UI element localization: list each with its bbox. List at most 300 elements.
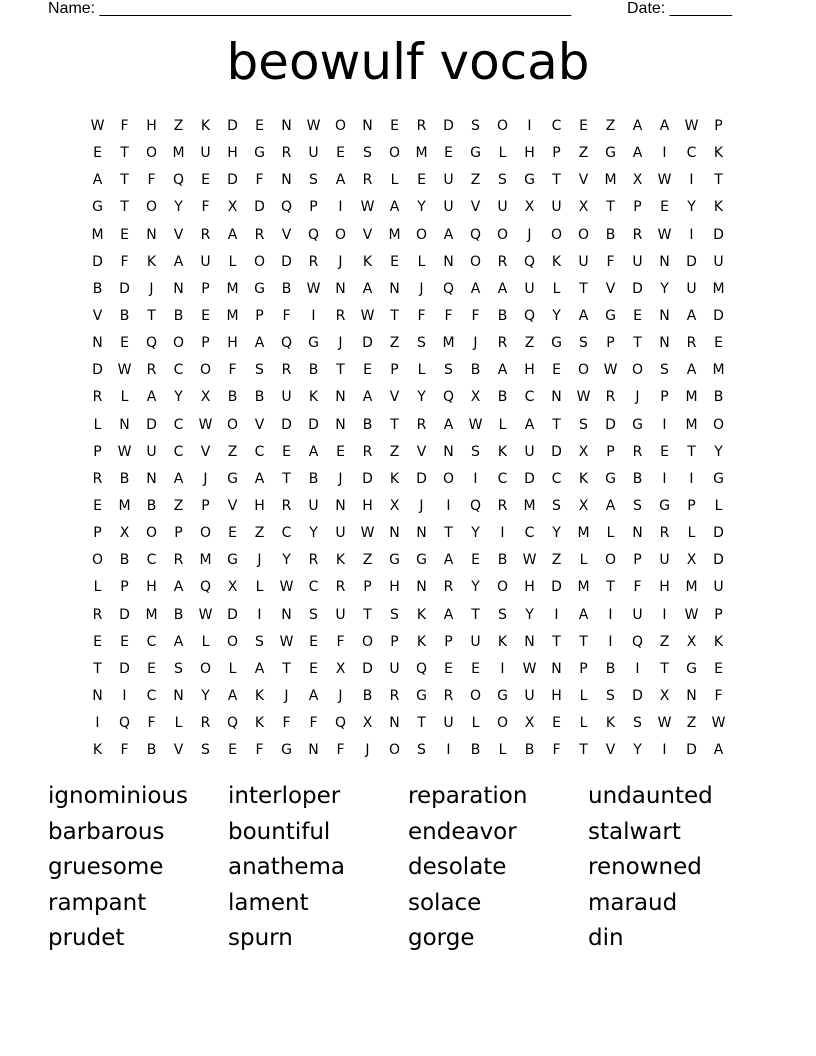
grid-letter: V [389,389,400,406]
grid-letter: K [254,715,265,732]
grid-letter: P [552,145,561,162]
grid-letter: M [145,606,158,623]
grid-letter: W [711,715,726,732]
grid-letter: D [308,416,319,433]
grid-letter: M [118,497,131,514]
grid-letter: F [120,118,129,134]
grid-letter: W [117,362,132,379]
grid-letter: D [362,335,373,352]
grid-letter: U [200,253,211,270]
grid-letter: C [308,579,319,596]
grid-letter: L [201,633,210,650]
grid-letter: K [497,633,508,650]
grid-letter: J [149,280,154,297]
grid-letter: W [90,118,105,134]
word-bank-item: stalwart [588,818,681,845]
grid-letter: P [660,389,669,406]
grid-letter: W [360,307,375,324]
grid-letter: I [608,606,613,623]
grid-letter: Z [470,172,481,189]
grid-letter: S [255,362,264,379]
grid-letter: R [281,145,292,162]
grid-letter: Y [417,389,426,406]
grid-letter: A [497,280,508,297]
grid-letter: I [446,497,451,514]
grid-letter: K [362,253,373,270]
grid-letter: A [632,118,643,134]
grid-letter: I [122,687,127,704]
word-bank-item: barbarous [48,818,165,845]
grid-letter: I [473,470,478,487]
grid-letter: T [390,416,399,433]
grid-letter: E [228,525,237,542]
grid-letter: S [174,660,183,677]
grid-letter: C [497,470,508,487]
grid-letter: U [389,660,400,677]
grid-letter: M [226,307,239,324]
grid-letter: R [497,335,508,352]
grid-letter: L [417,362,426,379]
grid-letter: T [606,579,615,596]
grid-letter: Q [523,307,536,324]
grid-letter: Z [227,443,238,460]
grid-letter: R [605,389,616,406]
grid-letter: A [227,226,238,243]
grid-letter: U [281,389,292,406]
grid-letter: C [173,362,184,379]
grid-letter: E [93,145,102,162]
grid-letter: P [714,606,723,623]
grid-letter: E [660,443,669,460]
word-bank-item: lament [228,889,309,916]
grid-letter: G [605,145,616,162]
grid-letter: N [686,687,697,704]
grid-letter: Y [201,687,210,704]
grid-letter: Y [633,742,642,759]
grid-letter: P [93,443,102,460]
grid-letter: Q [199,579,212,596]
word-bank-item: bountiful [228,818,331,845]
grid-letter: D [254,199,265,216]
grid-letter: M [199,552,212,569]
grid-letter: M [685,416,698,433]
grid-letter: D [551,443,562,460]
grid-letter: Q [442,389,455,406]
grid-letter: M [523,497,536,514]
grid-letter: I [689,470,694,487]
grid-letter: N [416,525,427,542]
grid-letter: S [606,687,615,704]
grid-letter: S [633,497,642,514]
grid-letter: P [606,443,615,460]
grid-letter: R [632,443,643,460]
grid-letter: Q [523,253,536,270]
grid-letter: C [551,470,562,487]
grid-letter: R [308,253,319,270]
grid-letter: F [471,307,480,324]
grid-letter: C [524,525,535,542]
grid-letter: P [579,660,588,677]
grid-letter: N [308,742,319,759]
grid-letter: E [714,335,723,352]
grid-letter: Q [442,280,455,297]
grid-letter: N [335,280,346,297]
grid-letter: W [657,715,672,732]
grid-letter: G [92,199,103,216]
grid-letter: F [606,253,615,270]
grid-letter: G [227,470,238,487]
grid-letter: A [605,497,616,514]
grid-letter: S [498,172,507,189]
grid-letter: P [309,199,318,216]
grid-letter: I [662,416,667,433]
grid-letter: R [389,687,400,704]
grid-letter: P [444,633,453,650]
grid-letter: O [469,687,482,704]
grid-letter: J [527,226,532,243]
grid-letter: T [552,416,561,433]
grid-letter: U [335,606,346,623]
grid-letter: A [389,199,400,216]
grid-letter: F [444,307,453,324]
grid-letter: D [227,118,238,134]
grid-letter: E [147,660,156,677]
grid-letter: V [578,172,589,189]
grid-letter: D [119,660,130,677]
grid-letter: X [470,389,481,406]
grid-letter: M [685,389,698,406]
grid-letter: E [255,118,264,134]
grid-letter: I [662,145,667,162]
grid-letter: V [173,226,184,243]
word-search-grid [84,113,732,764]
grid-letter: M [577,525,590,542]
grid-letter: Z [389,443,400,460]
grid-letter: B [362,416,373,433]
grid-letter: A [578,606,589,623]
grid-letter: S [417,335,426,352]
grid-letter: R [92,389,103,406]
grid-letter: Y [417,199,426,216]
grid-letter: T [444,525,453,542]
grid-letter: D [119,606,130,623]
grid-letter: G [254,280,265,297]
grid-letter: H [524,362,535,379]
grid-letter: T [606,199,615,216]
word-bank-item: prudet [48,925,125,952]
grid-letter: Q [415,660,428,677]
grid-letter: G [686,660,697,677]
grid-letter: U [524,443,535,460]
grid-letter: E [336,443,345,460]
grid-letter: Y [174,199,183,216]
grid-letter: F [255,742,264,759]
grid-letter: F [552,742,561,759]
grid-letter: E [282,443,291,460]
grid-letter: S [579,416,588,433]
grid-letter: B [146,742,157,759]
word-bank-item: gruesome [48,854,164,881]
grid-letter: D [92,253,103,270]
grid-letter: R [497,497,508,514]
grid-letter: E [120,633,129,650]
grid-letter: T [93,660,102,677]
grid-letter: P [93,525,102,542]
grid-letter: V [200,443,211,460]
grid-letter: Y [552,307,561,324]
grid-letter: V [605,742,616,759]
grid-letter: O [550,226,563,243]
grid-letter: C [146,687,157,704]
grid-letter: K [416,606,427,623]
grid-letter: U [524,280,535,297]
grid-letter: K [308,389,319,406]
grid-letter: O [442,470,455,487]
grid-letter: J [203,470,208,487]
grid-letter: A [443,226,454,243]
grid-letter: O [496,579,509,596]
grid-letter: O [577,226,590,243]
grid-letter: F [633,579,642,596]
grid-letter: X [686,633,697,650]
grid-letter: H [146,118,157,134]
grid-letter: X [632,172,643,189]
grid-letter: N [632,525,643,542]
grid-letter: T [282,660,291,677]
grid-letter: D [119,280,130,297]
grid-letter: N [281,606,292,623]
grid-letter: A [173,633,184,650]
grid-letter: Q [469,226,482,243]
grid-letter: S [471,118,480,134]
grid-letter: U [443,199,454,216]
grid-letter: Y [282,552,291,569]
grid-letter: H [389,579,400,596]
grid-letter: X [335,660,346,677]
grid-letter: U [443,715,454,732]
grid-letter: E [471,660,480,677]
grid-letter: O [415,226,428,243]
grid-letter: T [714,172,723,189]
grid-letter: T [147,307,156,324]
grid-letter: W [360,199,375,216]
grid-letter: S [309,172,318,189]
grid-letter: T [282,470,291,487]
grid-letter: U [497,199,508,216]
grid-letter: U [632,253,643,270]
grid-letter: L [93,579,102,596]
grid-letter: D [524,470,535,487]
grid-letter: N [92,687,103,704]
grid-letter: N [524,633,535,650]
grid-letter: Y [714,443,723,460]
grid-letter: Q [172,172,185,189]
grid-letter: I [662,606,667,623]
grid-letter: T [471,606,480,623]
date-field-label: Date: _______ [627,0,732,17]
grid-letter: W [576,389,591,406]
grid-letter: B [632,470,643,487]
grid-letter: F [147,715,156,732]
grid-letter: Q [631,633,644,650]
grid-letter: C [146,552,157,569]
grid-letter: W [522,552,537,569]
grid-letter: M [172,145,185,162]
grid-letter: N [659,253,670,270]
grid-letter: C [146,633,157,650]
grid-letter: W [198,606,213,623]
grid-letter: B [470,742,481,759]
grid-letter: X [119,525,130,542]
grid-letter: N [362,118,373,134]
grid-letter: W [522,660,537,677]
grid-letter: Y [660,280,669,297]
grid-letter: L [552,280,561,297]
grid-letter: E [444,660,453,677]
grid-letter: F [336,742,345,759]
grid-letter: C [173,416,184,433]
grid-letter: A [254,660,265,677]
grid-letter: B [713,389,724,406]
grid-letter: X [659,687,670,704]
grid-letter: H [551,687,562,704]
grid-letter: R [443,687,454,704]
grid-letter: E [201,307,210,324]
word-bank [48,778,768,956]
grid-letter: V [470,199,481,216]
grid-letter: K [335,552,346,569]
grid-letter: D [281,253,292,270]
grid-letter: T [579,633,588,650]
grid-letter: E [660,199,669,216]
word-bank-item: interloper [228,783,341,809]
grid-letter: A [254,470,265,487]
grid-letter: M [712,280,725,297]
grid-letter: G [416,687,427,704]
grid-letter: B [497,307,508,324]
grid-letter: R [632,226,643,243]
grid-letter: P [201,497,210,514]
grid-letter: I [338,199,343,216]
grid-letter: G [470,145,481,162]
grid-letter: Y [552,525,561,542]
grid-letter: R [416,416,427,433]
grid-letter: Q [226,715,239,732]
grid-letter: V [254,416,265,433]
grid-letter: N [281,172,292,189]
word-bank-item: desolate [408,854,507,881]
grid-letter: L [93,416,102,433]
grid-letter: B [605,226,616,243]
grid-letter: X [524,715,535,732]
grid-letter: S [363,145,372,162]
grid-letter: D [416,470,427,487]
grid-letter: W [684,118,699,134]
grid-letter: O [388,742,401,759]
grid-letter: D [92,362,103,379]
grid-letter: F [201,199,210,216]
grid-letter: O [145,145,158,162]
word-bank-item: spurn [228,925,293,952]
grid-letter: O [145,525,158,542]
grid-letter: W [279,579,294,596]
grid-letter: F [228,362,237,379]
grid-letter: I [662,742,667,759]
grid-letter: R [281,497,292,514]
grid-letter: B [497,552,508,569]
grid-letter: O [253,253,266,270]
word-bank-item: solace [408,889,482,916]
grid-letter: C [524,389,535,406]
grid-letter: D [362,470,373,487]
grid-letter: F [282,715,291,732]
grid-letter: O [91,552,104,569]
grid-letter: X [578,497,589,514]
grid-letter: D [713,307,724,324]
grid-letter: N [551,660,562,677]
grid-letter: F [714,687,723,704]
grid-letter: T [120,199,129,216]
grid-letter: I [446,742,451,759]
grid-letter: O [388,145,401,162]
grid-letter: S [309,606,318,623]
grid-letter: Q [307,226,320,243]
grid-letter: D [362,660,373,677]
grid-letter: K [92,742,103,759]
grid-letter: O [604,552,617,569]
grid-letter: O [334,226,347,243]
grid-letter: X [227,579,238,596]
grid-letter: R [146,362,157,379]
grid-letter: E [309,660,318,677]
word-bank-item: maraud [588,889,678,916]
grid-letter: A [308,687,319,704]
grid-letter: F [309,715,318,732]
grid-letter: Y [471,525,480,542]
grid-letter: Z [524,335,535,352]
grid-letter: I [311,307,316,324]
grid-letter: X [227,199,238,216]
word-bank-item: anathema [228,854,346,881]
grid-letter: F [120,253,129,270]
grid-letter: R [497,253,508,270]
grid-letter: A [173,253,184,270]
grid-letter: O [145,199,158,216]
grid-letter: R [92,470,103,487]
grid-letter: N [416,579,427,596]
grid-letter: L [255,579,264,596]
grid-letter: W [684,606,699,623]
grid-letter: L [228,253,237,270]
grid-letter: G [416,552,427,569]
grid-letter: K [497,443,508,460]
grid-letter: F [255,172,264,189]
grid-letter: A [335,172,346,189]
grid-letter: L [579,715,588,732]
grid-letter: O [199,362,212,379]
grid-letter: B [470,362,481,379]
grid-letter: A [362,280,373,297]
grid-letter: P [201,280,210,297]
grid-letter: S [417,742,426,759]
grid-letter: H [227,335,238,352]
grid-letter: G [254,145,265,162]
grid-letter: A [146,389,157,406]
grid-letter: B [146,497,157,514]
grid-letter: N [335,416,346,433]
grid-letter: U [200,145,211,162]
word-bank-item: reparation [408,783,528,809]
